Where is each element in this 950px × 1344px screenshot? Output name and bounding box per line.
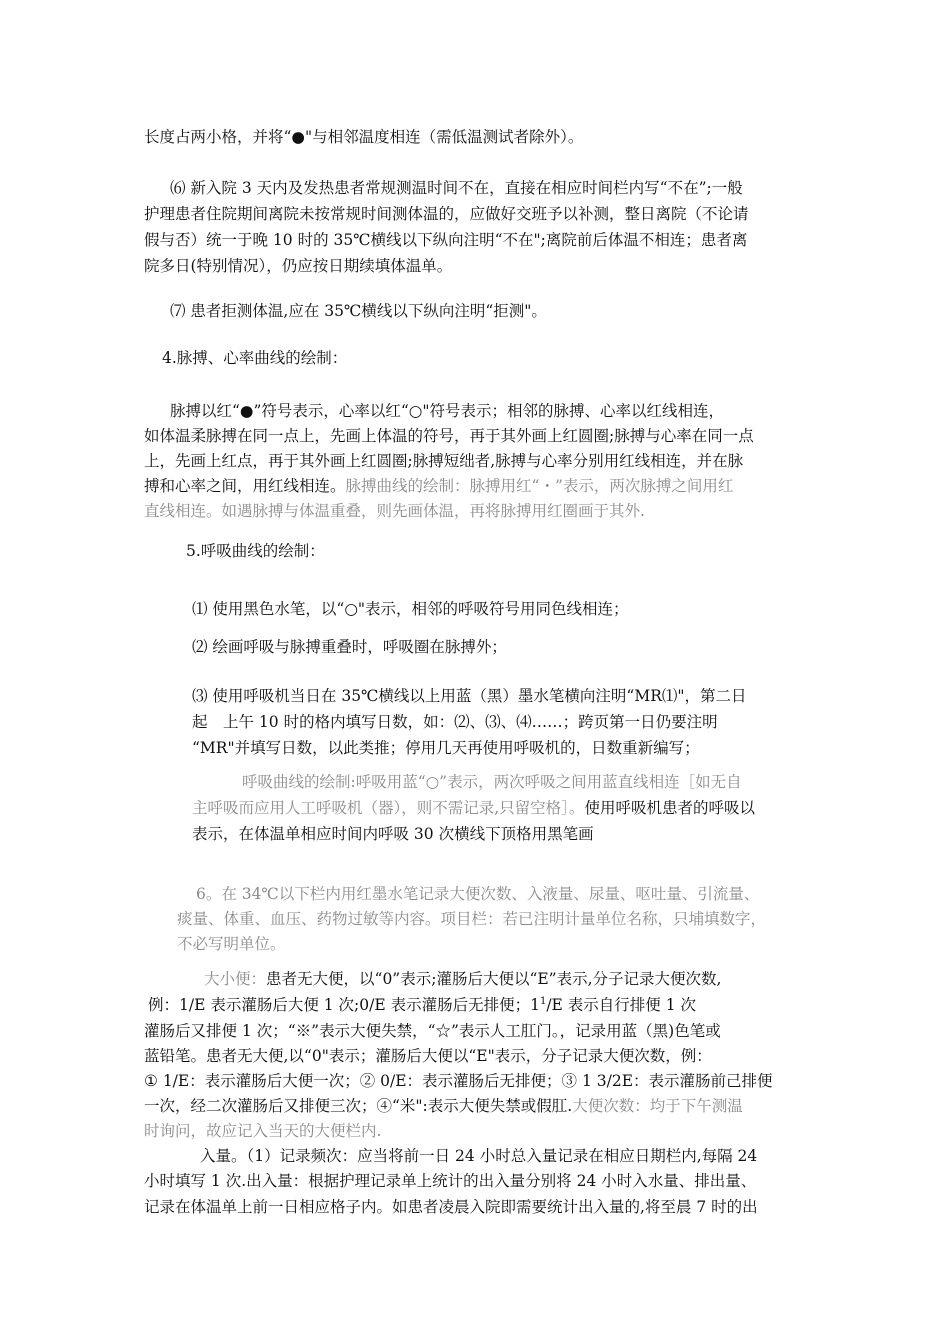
item-6-line: 院多日(特别情况），仍应按日期续填体温单。: [144, 257, 453, 275]
section-5-point-1: ⑴ 使用黑色水笔，以“○"表示，相邻的呼吸符号用同色线相连；: [192, 600, 629, 618]
stool-line: ① 1/E：表示灌肠后大便一次；② 0/E：表示灌肠后无排便；③ 1 3/2E：表示灌肠前己排便: [144, 1072, 773, 1090]
respiration-drawing-note: 呼吸曲线的绘制:呼吸用蓝“○”表示，两次呼吸之间用蓝直线相连［如无自: [242, 773, 742, 791]
stool-line: [204, 968, 721, 990]
stool-text: 一次，经二次灌肠后又排便三次；④“米":表示大便失禁或假肛.: [144, 1097, 573, 1115]
section-5-point-3: ⑶ 使用呼吸机当日在 35℃横线以上用蓝（黑）墨水笔横向注明“MR⑴"，第二日: [192, 687, 747, 705]
pulse-drawing-note: 脉搏曲线的绘制：脉搏用红“・”表示，两次脉搏之间用红: [345, 477, 734, 495]
stool-line: 蓝铅笔。患者无大便,以“0"表示；灌肠后大便以“E"表示，分子记录大便次数，例：: [144, 1047, 712, 1065]
section-4-line: 上，先画上红点，再于其外画上红圆圈;脉搏短绌者,脉搏与心率分别用红线相连，并在脉: [144, 452, 744, 470]
item-6-line: 护理患者住院期间离院未按常规时间测体温的，应做好交班予以补测，整日离院（不论请: [144, 205, 749, 223]
item-6-line: 假与否）统一于晚 10 时的 35℃横线以下纵向注明“不在";离院前后体温不相连；患者离: [144, 231, 748, 249]
section-6-line: 6。在 34℃以下栏内用红墨水笔记录大便次数、入液量、尿量、呕吐量、引流量、: [196, 885, 760, 903]
stool-text: 例：1/E 表示灌肠后大便 1 次;0/E 表示灌肠后无排便；1: [148, 996, 540, 1014]
section-4-line: 如体温柔脉搏在同一点上，先画上体温的符号，再于其外画上红圆圈;脉搏与心率在同一点: [144, 427, 754, 445]
stool-label: 大小便：: [204, 970, 267, 988]
section-4-title: 4.脉搏、心率曲线的绘制：: [162, 349, 348, 367]
stool-line: [148, 994, 696, 1016]
stool-line: 灌肠后又排便 1 次；“※”表示大便失禁，“☆”表示人工肛门。，记录用蓝（黑)色笔或: [144, 1022, 721, 1040]
intake-line: 小时填写 1 次.出入量：根据护理记录单上统计的出入量分别将 24 小时入水量、排出量、: [144, 1172, 757, 1190]
section-5-title: 5.呼吸曲线的绘制：: [186, 542, 325, 560]
stool-count-note: 大便次数：均于下午测温: [572, 1097, 743, 1115]
section-5-point-3: 起 上午 10 时的格内填写日数，如：⑵、⑶、⑷……；跨页第一日仍要注明: [192, 713, 718, 731]
section-4-line: [144, 475, 733, 497]
item-7-line: ⑺ 患者拒测体温,应在 35℃横线以下纵向注明“拒测"。: [170, 302, 547, 320]
pulse-drawing-note: 直线相连。如遇脉搏与体温重叠，则先画体温，再将脉搏用红圈画于其外.: [144, 502, 645, 520]
stool-superscript: 1: [539, 995, 547, 1007]
item-6-line: ⑹ 新入院 3 天内及发热患者常规测温时间不在，直接在相应时间栏内写“不在”;一般: [170, 179, 743, 197]
section-6-line: 不必写明单位。: [177, 935, 286, 953]
respiration-note-gray: 主呼吸而应用人工呼吸机（器），则不需记录,只留空格］。: [192, 799, 585, 817]
respiration-drawing-note: [192, 797, 755, 819]
stool-text: /E 表示自行排便 1 次: [546, 996, 697, 1014]
intake-line: 入量。（1）记录频次：应当将前一日 24 小时总入量记录在相应日期栏内,每隔 24: [200, 1147, 758, 1165]
section-5-point-2: ⑵ 绘画呼吸与脉搏重叠时，呼吸圈在脉搏外；: [192, 638, 507, 656]
section-6-line: 痰量、体重、血压、药物过敏等内容。项目栏：若已注明计量单位名称，只埔填数字，: [177, 910, 767, 928]
paragraph-line: 长度占两小格，并将“●"与相邻温度相连（需低温测试者除外）。: [144, 128, 584, 146]
stool-line: [144, 1095, 743, 1117]
section-5-point-3: “MR"并填写日数，以此类推；停用几天再使用呼吸机的，日数重新编写；: [192, 739, 700, 757]
section-4-text: 搏和心率之间，用红线相连。: [144, 477, 346, 495]
stool-count-note: 时询问，故应记入当天的大便栏内.: [144, 1122, 382, 1140]
stool-text: 患者无大便，以“0”表示;灌肠后大便以“E”表示,分子记录大便次数,: [266, 970, 722, 988]
section-4-line: 脉搏以红“●”符号表示，心率以红“○"符号表示；相邻的脉搏、心率以红线相连，: [170, 402, 724, 420]
intake-line: 记录在体温单上前一日相应格子内。如患者凌晨入院即需要统计出入量的,将至晨 7 时的出: [144, 1198, 758, 1216]
respiration-note-black: 使用呼吸机患者的呼吸以: [584, 799, 755, 817]
respiration-drawing-note: 表示，在体温单相应时间内呼吸 30 次横线下顶格用黑笔画: [192, 825, 594, 843]
